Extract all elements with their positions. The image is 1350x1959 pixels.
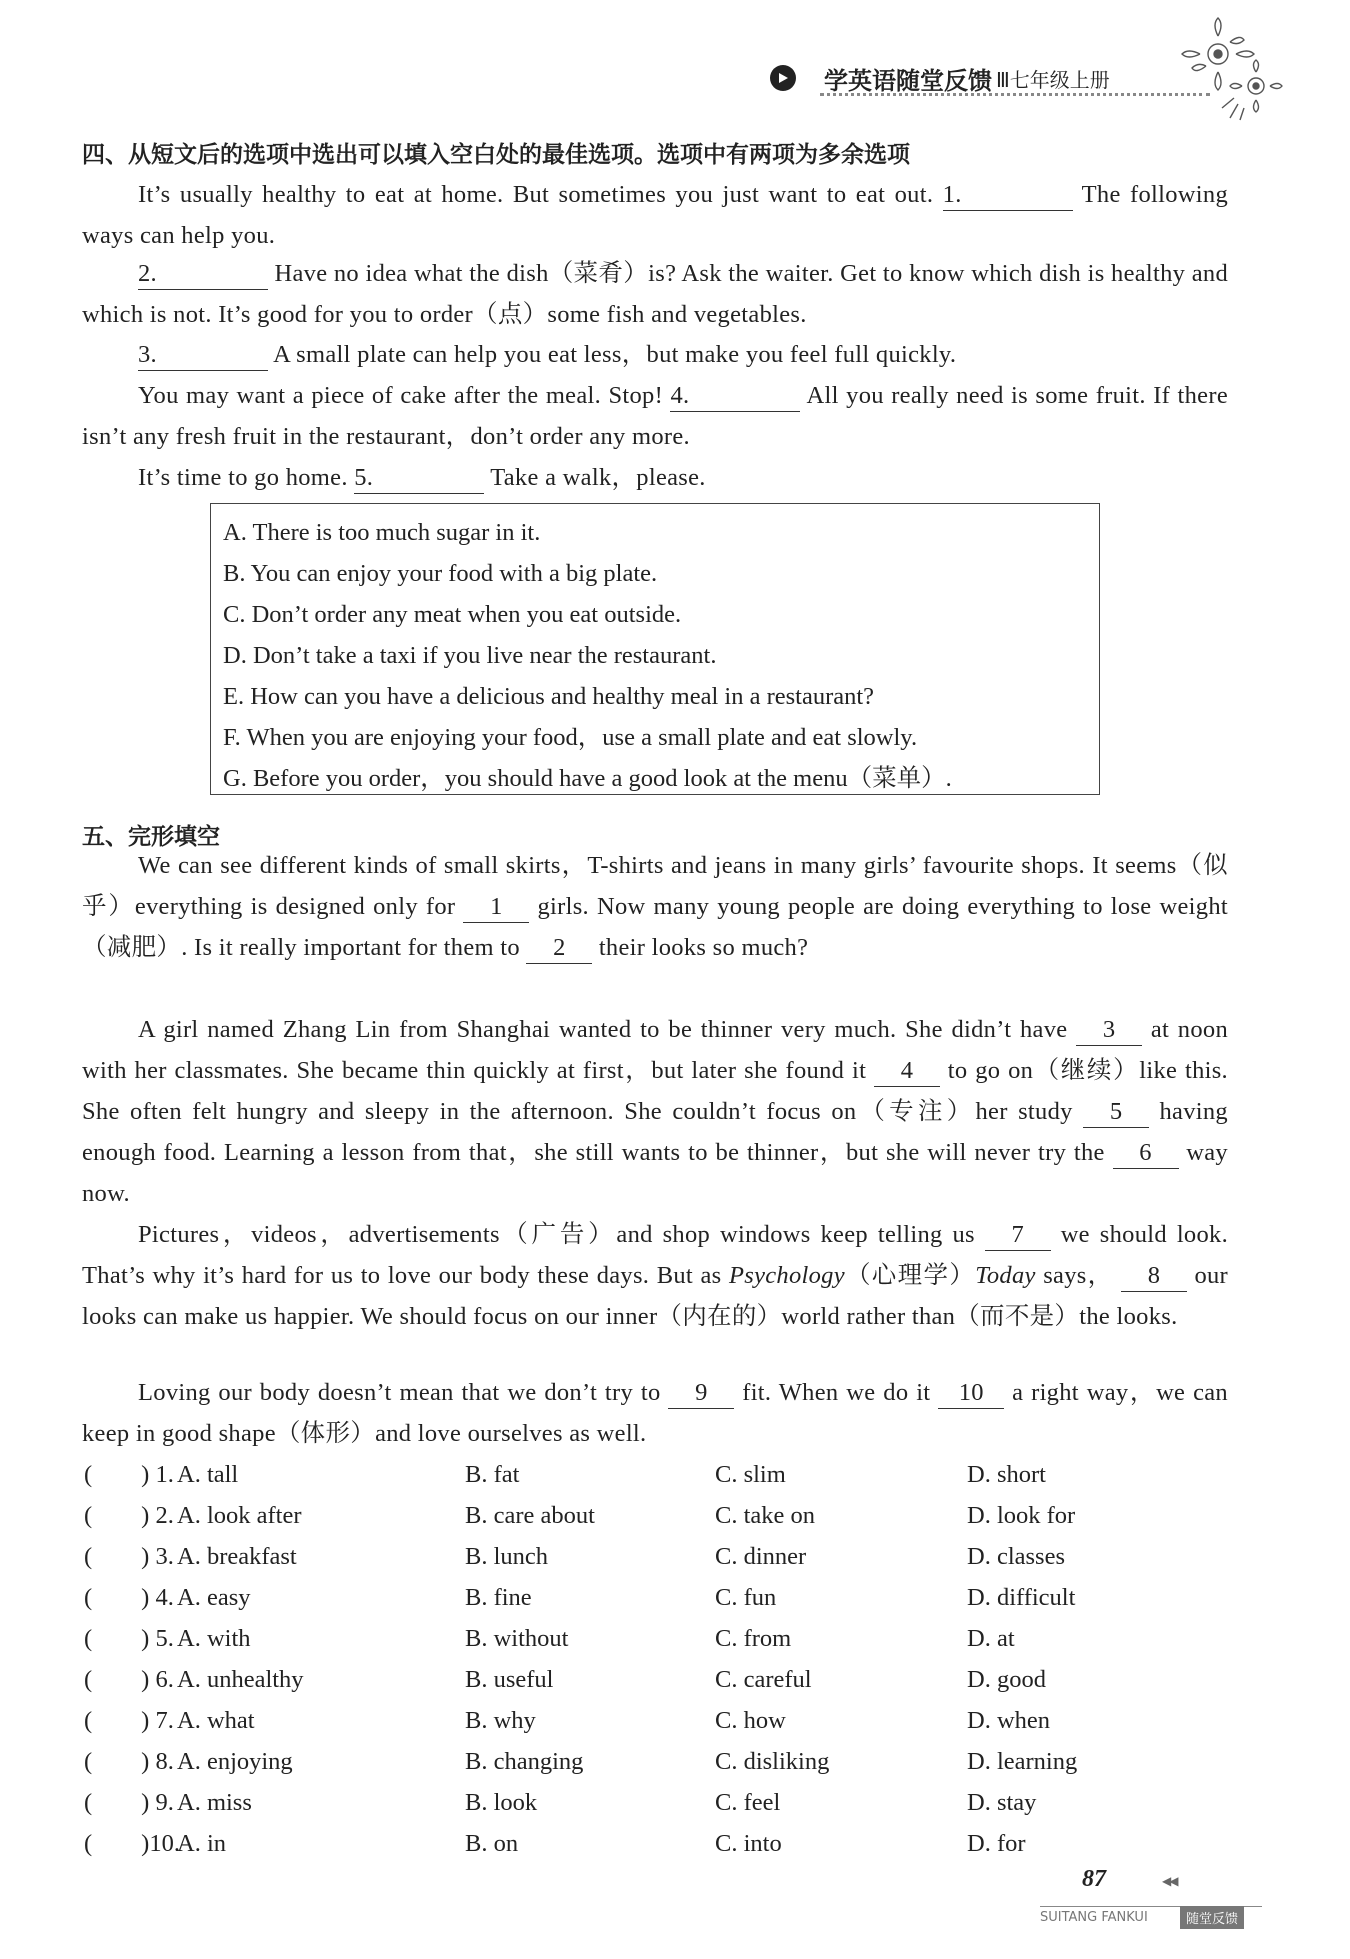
book-title: 学英语随堂反馈 <box>824 66 992 95</box>
option-a[interactable]: A. what <box>177 1707 255 1734</box>
page-number: 87 <box>1082 1866 1106 1892</box>
option-c[interactable]: C. careful <box>715 1666 812 1693</box>
cloze-blank-10[interactable]: 10 <box>938 1378 1004 1409</box>
option-b[interactable]: B. look <box>465 1789 538 1816</box>
s5-p3-d: says， <box>1043 1262 1114 1289</box>
option-b[interactable]: B. fat <box>465 1461 520 1488</box>
option-b[interactable]: B. why <box>465 1707 536 1734</box>
option-b[interactable]: B. lunch <box>465 1543 549 1570</box>
option-c[interactable]: C. from <box>715 1625 792 1652</box>
s5-paragraph-2 <box>82 1009 1228 1214</box>
answer-slot[interactable]: ( ) 4. <box>84 1584 174 1611</box>
answer-slot[interactable]: ( ) 6. <box>84 1666 174 1693</box>
question-row <box>82 1823 1228 1864</box>
section-5-title: 五、完形填空 <box>82 824 220 850</box>
rewind-arrows-icon: ◀◀ <box>1162 1874 1177 1888</box>
section-4-title: 四、从短文后的选项中选出可以填入空白处的最佳选项。选项中有两项为多余选项 <box>82 142 910 168</box>
cloze-blank-6[interactable]: 6 <box>1113 1138 1179 1169</box>
option-b[interactable]: B. useful <box>465 1666 554 1693</box>
page-footer <box>1040 1866 1270 1946</box>
answer-slot[interactable]: ( ) 9. <box>84 1789 174 1816</box>
choice-a: A. There is too much sugar in it. <box>223 519 541 546</box>
option-a[interactable]: A. miss <box>177 1789 252 1816</box>
question-row <box>82 1782 1228 1823</box>
option-d[interactable]: D. good <box>967 1666 1046 1693</box>
option-a[interactable]: A. unhealthy <box>177 1666 304 1693</box>
header-dotted-divider <box>820 93 1210 96</box>
cloze-blank-9[interactable]: 9 <box>668 1378 734 1409</box>
s5-p4-c: a right way，we can keep in good shape（体形）and love ourselves as well. <box>82 1379 1228 1447</box>
s5-p2-e: way now. <box>82 1139 1228 1207</box>
s5-today: Today <box>975 1262 1036 1289</box>
s5-p3-b: we should look. That’s why it’s hard for us to love our body these days. But as <box>82 1221 1228 1289</box>
cloze-blank-1[interactable]: 1 <box>463 892 529 923</box>
s4-p1-text: It’s usually healthy to eat at home. But sometimes you just want to eat out. <box>138 181 934 208</box>
question-row <box>82 1618 1228 1659</box>
choice-c: C. Don’t order any meat when you eat outside. <box>223 601 682 628</box>
option-d[interactable]: D. stay <box>967 1789 1037 1816</box>
s4-p2-text: Have no idea what the dish（菜肴）is? Ask the waiter. Get to know which dish is healthy and which is not. It’s good for you to order（点）some fish and vegetables. <box>82 260 1228 328</box>
question-row <box>82 1536 1228 1577</box>
play-icon <box>770 65 796 91</box>
option-c[interactable]: C. feel <box>715 1789 781 1816</box>
s5-p3-e: our looks can make us happier. We should focus on our inner（内在的）world rather than（而不是）the looks. <box>82 1262 1229 1330</box>
s4-p1-tail: The following ways can help you. <box>82 181 1229 249</box>
s5-p1-a: We can see different kinds of small skirts，T-shirts and jeans in many girls’ favourite shops. It seems（似乎）everything is designed only for <box>82 852 1228 920</box>
s5-p4-a: Loving our body doesn’t mean that we don’t try to <box>138 1379 661 1406</box>
question-row <box>82 1495 1228 1536</box>
s4-blank-4[interactable]: 4. <box>670 381 800 412</box>
option-d[interactable]: D. difficult <box>967 1584 1076 1611</box>
cloze-options <box>82 1454 1228 1864</box>
s4-paragraph-1 <box>82 174 1228 256</box>
s5-p2-a: A girl named Zhang Lin from Shanghai wanted to be thinner very much. She didn’t have <box>138 1016 1068 1043</box>
option-d[interactable]: D. for <box>967 1830 1026 1857</box>
option-c[interactable]: C. take on <box>715 1502 816 1529</box>
s4-paragraph-3 <box>82 334 1228 375</box>
s5-p1-b: girls. Now many young people are doing everything to lose weight（减肥）. Is it really important for them to <box>82 893 1228 961</box>
s4-paragraph-4 <box>82 375 1228 457</box>
s5-p2-b: at noon with her classmates. She became thin quickly at first，but later she found it <box>82 1016 1229 1084</box>
s4-p5-head: It’s time to go home. <box>138 464 348 491</box>
flower-decoration-icon <box>1178 14 1288 124</box>
question-row <box>82 1577 1228 1618</box>
s5-p3-a: Pictures，videos，advertisements（广告）and shop windows keep telling us <box>138 1221 975 1248</box>
s5-paragraph-3 <box>82 1214 1228 1337</box>
option-a[interactable]: A. look after <box>177 1502 302 1529</box>
option-a[interactable]: A. with <box>177 1625 251 1652</box>
option-c[interactable]: C. disliking <box>715 1748 830 1775</box>
s5-p3-c: （心理学） <box>844 1262 976 1289</box>
option-d[interactable]: D. classes <box>967 1543 1065 1570</box>
s5-psychology: Psychology <box>728 1262 845 1289</box>
option-d[interactable]: D. look for <box>967 1502 1076 1529</box>
book-subtitle: Ⅲ七年级上册 <box>996 67 1110 92</box>
s5-p2-c: to go on（继续）like this. She often felt hungry and sleepy in the afternoon. She couldn’t focus on（专注）her study <box>82 1057 1228 1125</box>
option-c[interactable]: C. fun <box>715 1584 777 1611</box>
cloze-blank-4[interactable]: 4 <box>874 1056 940 1087</box>
choice-g: G. Before you order，you should have a good look at the menu（菜单）. <box>223 765 952 792</box>
question-row <box>82 1659 1228 1700</box>
option-b[interactable]: B. on <box>465 1830 519 1857</box>
s4-p4-head: You may want a piece of cake after the meal. Stop! <box>138 382 664 409</box>
answer-slot[interactable]: ( ) 5. <box>84 1625 174 1652</box>
option-c[interactable]: C. how <box>715 1707 786 1734</box>
s4-blank-1[interactable]: 1. <box>943 180 1073 211</box>
answer-slot[interactable]: ( ) 7. <box>84 1707 174 1734</box>
answer-slot[interactable]: ( ) 1. <box>84 1461 174 1488</box>
s4-paragraph-5 <box>82 457 1228 498</box>
s5-p4-b: fit. When we do it <box>742 1379 931 1406</box>
option-d[interactable]: D. when <box>967 1707 1051 1734</box>
option-c[interactable]: C. dinner <box>715 1543 807 1570</box>
option-d[interactable]: D. short <box>967 1461 1046 1488</box>
cloze-blank-5[interactable]: 5 <box>1083 1097 1149 1128</box>
option-d[interactable]: D. learning <box>967 1748 1078 1775</box>
option-b[interactable]: B. without <box>465 1625 569 1652</box>
option-b[interactable]: B. care about <box>465 1502 595 1529</box>
option-a[interactable]: A. easy <box>177 1584 251 1611</box>
s5-paragraph-4 <box>82 1372 1228 1454</box>
question-row <box>82 1454 1228 1495</box>
option-c[interactable]: C. into <box>715 1830 782 1857</box>
choice-b: B. You can enjoy your food with a big plate. <box>223 560 658 587</box>
s4-p5-tail: Take a walk，please. <box>490 464 706 491</box>
answer-slot[interactable]: ( )10. <box>84 1830 180 1857</box>
cloze-blank-8[interactable]: 8 <box>1121 1261 1187 1292</box>
answer-slot[interactable]: ( ) 2. <box>84 1502 174 1529</box>
page-header <box>770 58 1210 98</box>
answer-slot[interactable]: ( ) 3. <box>84 1543 174 1570</box>
series-name-en: SUITANG FANKUI <box>1040 1910 1148 1925</box>
option-a[interactable]: A. breakfast <box>177 1543 297 1570</box>
option-a[interactable]: A. in <box>177 1830 226 1857</box>
s5-paragraph-1 <box>82 845 1228 968</box>
s4-blank-2[interactable]: 2. <box>138 259 268 290</box>
option-b[interactable]: B. changing <box>465 1748 584 1775</box>
cloze-blank-7[interactable]: 7 <box>985 1220 1051 1251</box>
s4-blank-3[interactable]: 3. <box>138 340 268 371</box>
answer-slot[interactable]: ( ) 8. <box>84 1748 174 1775</box>
choice-d: D. Don’t take a taxi if you live near the restaurant. <box>223 642 717 669</box>
question-row <box>82 1741 1228 1782</box>
s5-p2-d: having enough food. Learning a lesson from that，she still wants to be thinner，but she will never try the <box>82 1098 1228 1166</box>
choices-box <box>210 503 1100 795</box>
option-b[interactable]: B. fine <box>465 1584 532 1611</box>
choice-e: E. How can you have a delicious and healthy meal in a restaurant? <box>223 683 875 710</box>
option-a[interactable]: A. tall <box>177 1461 239 1488</box>
cloze-blank-2[interactable]: 2 <box>526 933 592 964</box>
s4-p4-tail: All you really need is some fruit. If there isn’t any fresh fruit in the restaurant，don’t order any more. <box>82 382 1228 450</box>
option-a[interactable]: A. enjoying <box>177 1748 293 1775</box>
s4-blank-5[interactable]: 5. <box>354 463 484 494</box>
option-c[interactable]: C. slim <box>715 1461 786 1488</box>
choice-f: F. When you are enjoying your food，use a small plate and eat slowly. <box>223 724 918 751</box>
cloze-blank-3[interactable]: 3 <box>1076 1015 1142 1046</box>
s5-p1-c: their looks so much? <box>598 934 809 961</box>
question-row <box>82 1700 1228 1741</box>
s4-p3-text: A small plate can help you eat less，but make you feel full quickly. <box>273 341 957 368</box>
s4-paragraph-2 <box>82 253 1228 335</box>
series-name-cn: 随堂反馈 <box>1180 1906 1244 1929</box>
option-d[interactable]: D. at <box>967 1625 1015 1652</box>
